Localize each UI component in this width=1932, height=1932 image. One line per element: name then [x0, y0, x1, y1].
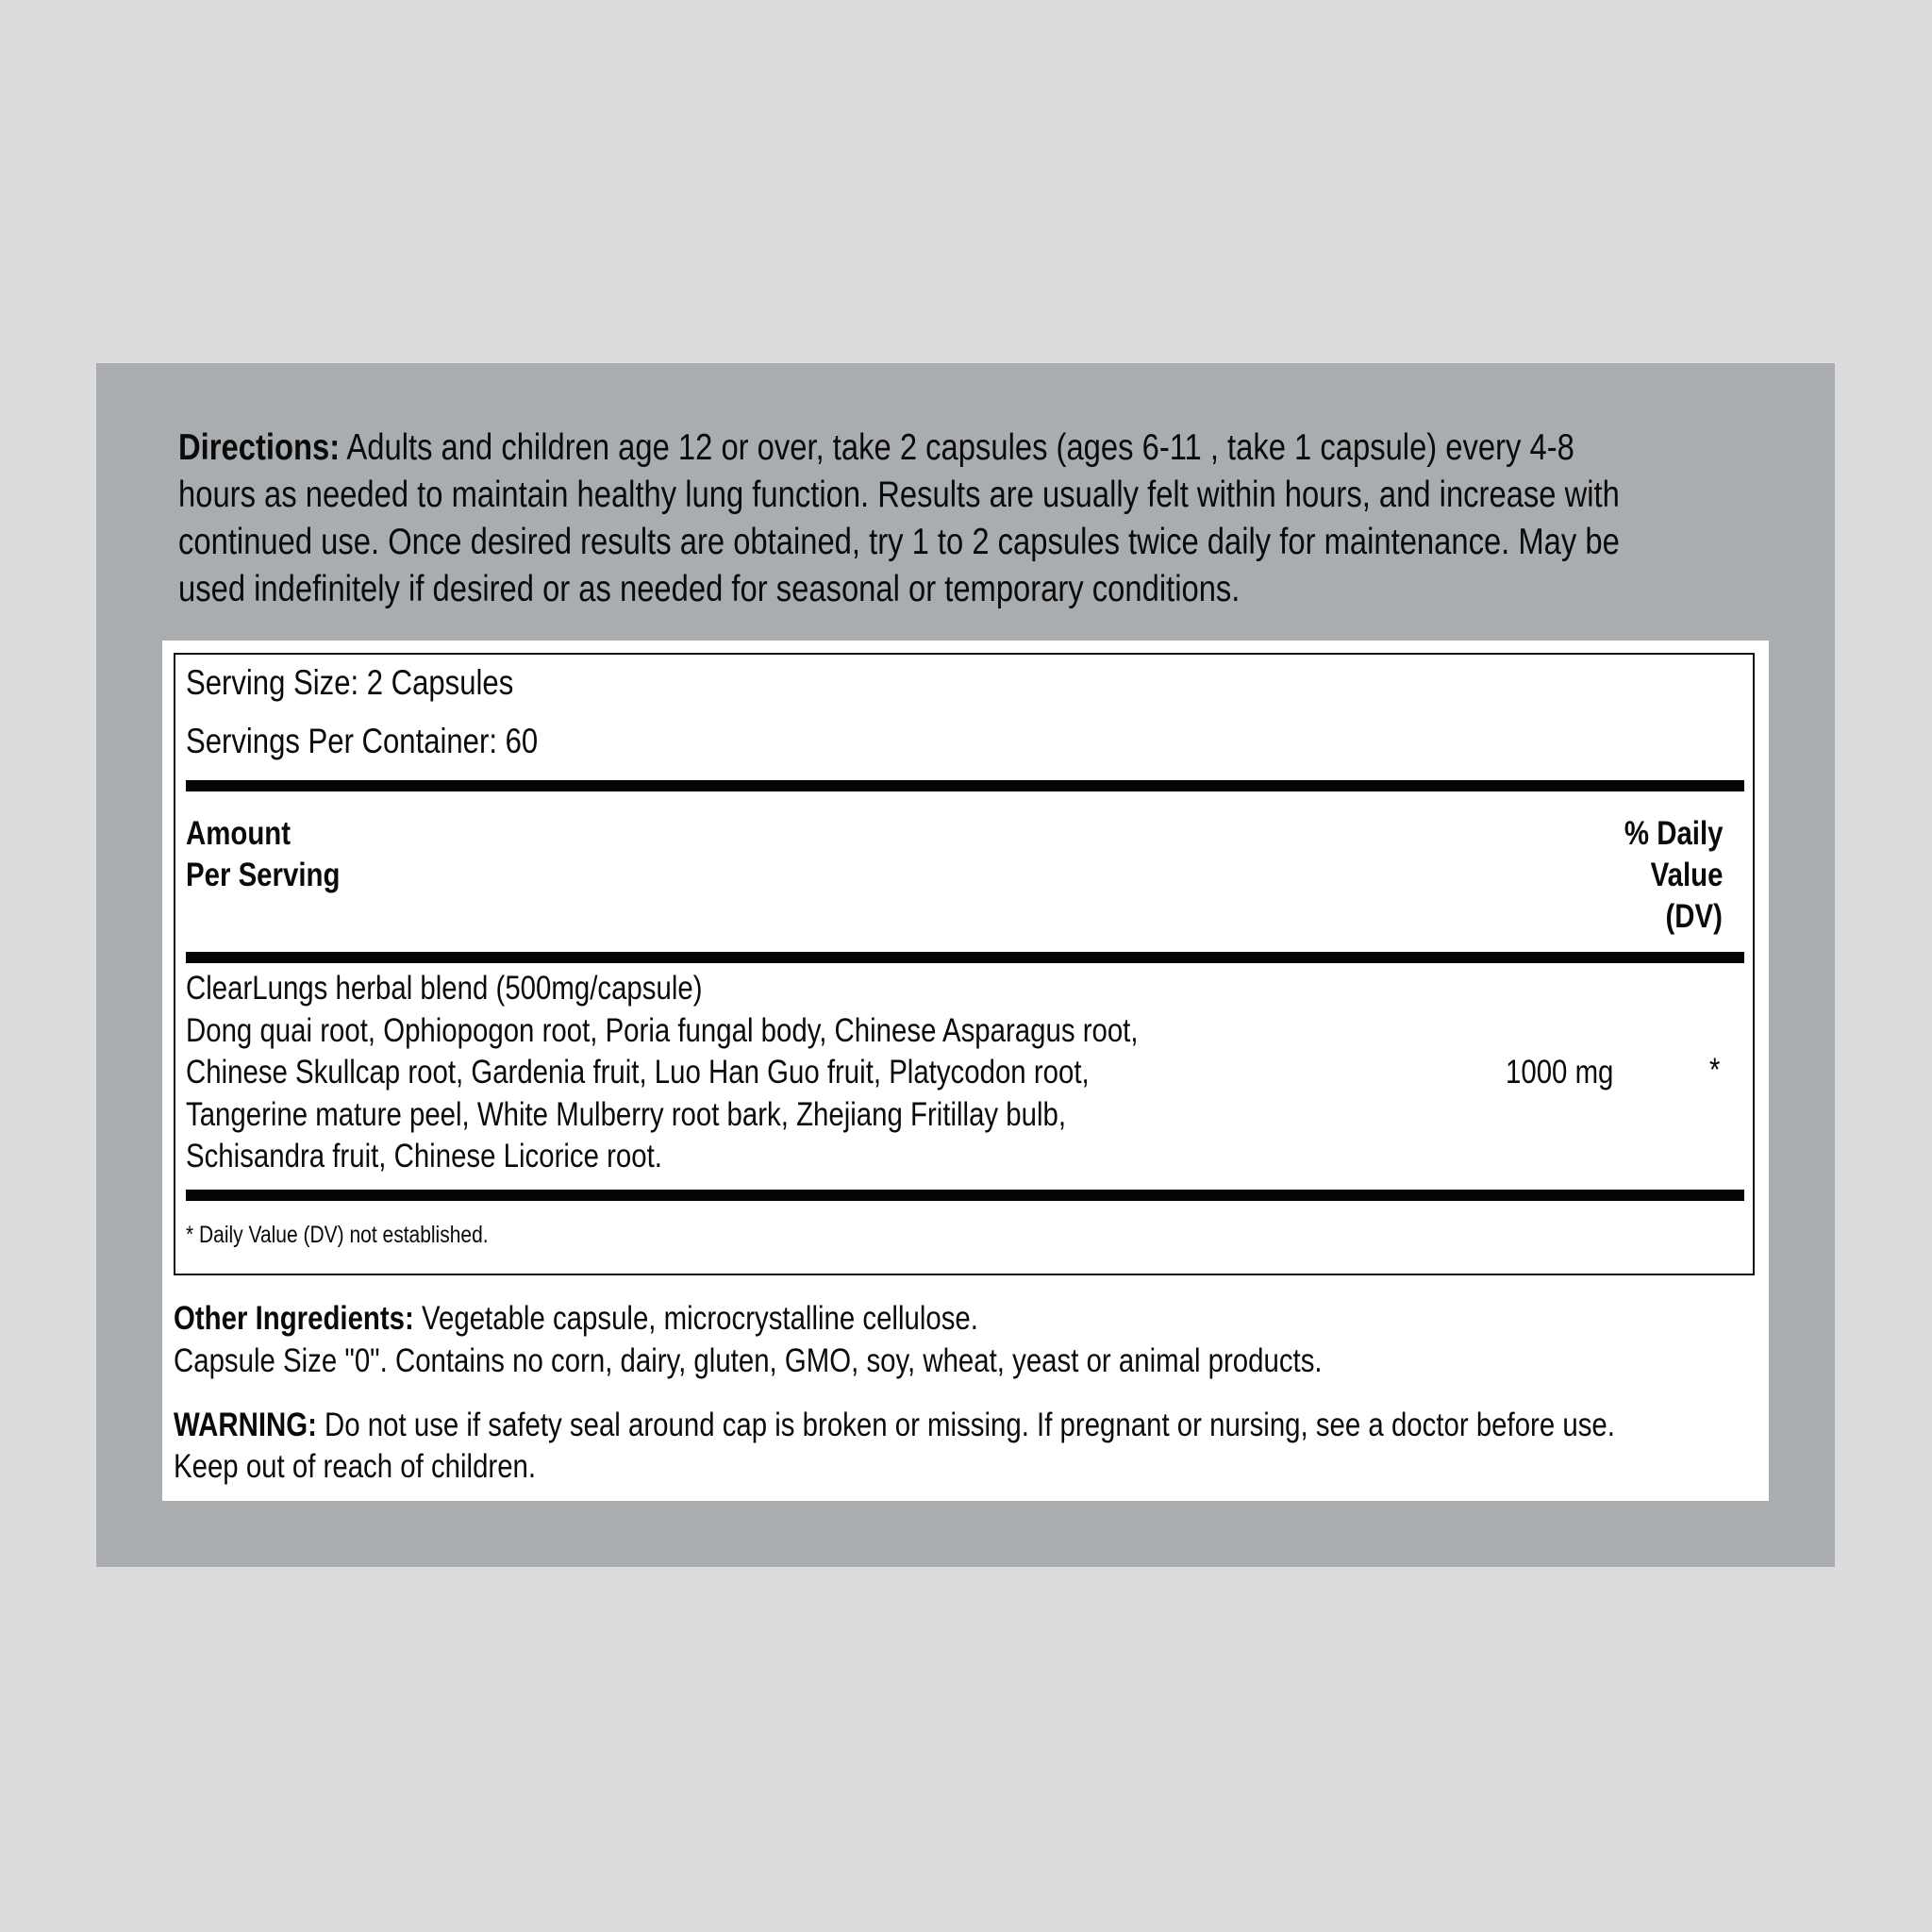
dv-header: % Daily [1624, 815, 1723, 852]
blend-amount: 1000 mg [1506, 1054, 1614, 1091]
directions-line: hours as needed to maintain healthy lung function. Results are usually felt within hours, and increase with [178, 475, 1620, 515]
warning [174, 1408, 1615, 1441]
directions-line: used indefinitely if desired or as needed for seasonal or temporary conditions. [178, 569, 1241, 609]
directions-line: Adults and children age 12 or over, take 2 capsules (ages 6-11 , take 1 capsule) every 4-8 [346, 427, 1574, 468]
divider [186, 780, 1744, 791]
capsule-info: Capsule Size "0". Contains no corn, dairy, gluten, GMO, soy, wheat, yeast or animal products. [174, 1342, 1323, 1379]
dv-header: (DV) [1665, 898, 1723, 935]
footnote: * Daily Value (DV) not established. [186, 1222, 489, 1248]
warning-text: Do not use if safety seal around cap is broken or missing. If pregnant or nursing, see a doctor before use. [325, 1407, 1615, 1443]
blend-ingredients: Tangerine mature peel, White Mulberry root bark, Zhejiang Fritillay bulb, [186, 1096, 1067, 1133]
amount-header: Per Serving [186, 857, 341, 893]
amount-header: Amount [186, 815, 291, 852]
servings-per-container: Servings Per Container: 60 [186, 722, 539, 760]
warning-label: WARNING: [174, 1407, 317, 1443]
blend-name: ClearLungs herbal blend (500mg/capsule) [186, 970, 703, 1007]
other-ingredients-label: Other Ingredients: [174, 1300, 414, 1337]
divider [186, 1190, 1744, 1201]
blend-ingredients: Dong quai root, Ophiopogon root, Poria fungal body, Chinese Asparagus root, [186, 1012, 1139, 1049]
divider [186, 952, 1744, 963]
warning-text: Keep out of reach of children. [174, 1448, 537, 1485]
other-ingredients-text: Vegetable capsule, microcrystalline cellulose. [422, 1300, 978, 1337]
serving-size: Serving Size: 2 Capsules [186, 663, 514, 702]
blend-ingredients: Chinese Skullcap root, Gardenia fruit, Luo Han Guo fruit, Platycodon root, [186, 1054, 1090, 1091]
directions-line: continued use. Once desired results are obtained, try 1 to 2 capsules twice daily for maintenance. May be [178, 522, 1620, 562]
blend-dv: * [1709, 1052, 1721, 1089]
dv-header: Value [1650, 857, 1723, 893]
other-ingredients [174, 1302, 978, 1335]
directions-label: Directions: [178, 427, 341, 468]
blend-ingredients: Schisandra fruit, Chinese Licorice root. [186, 1138, 662, 1174]
